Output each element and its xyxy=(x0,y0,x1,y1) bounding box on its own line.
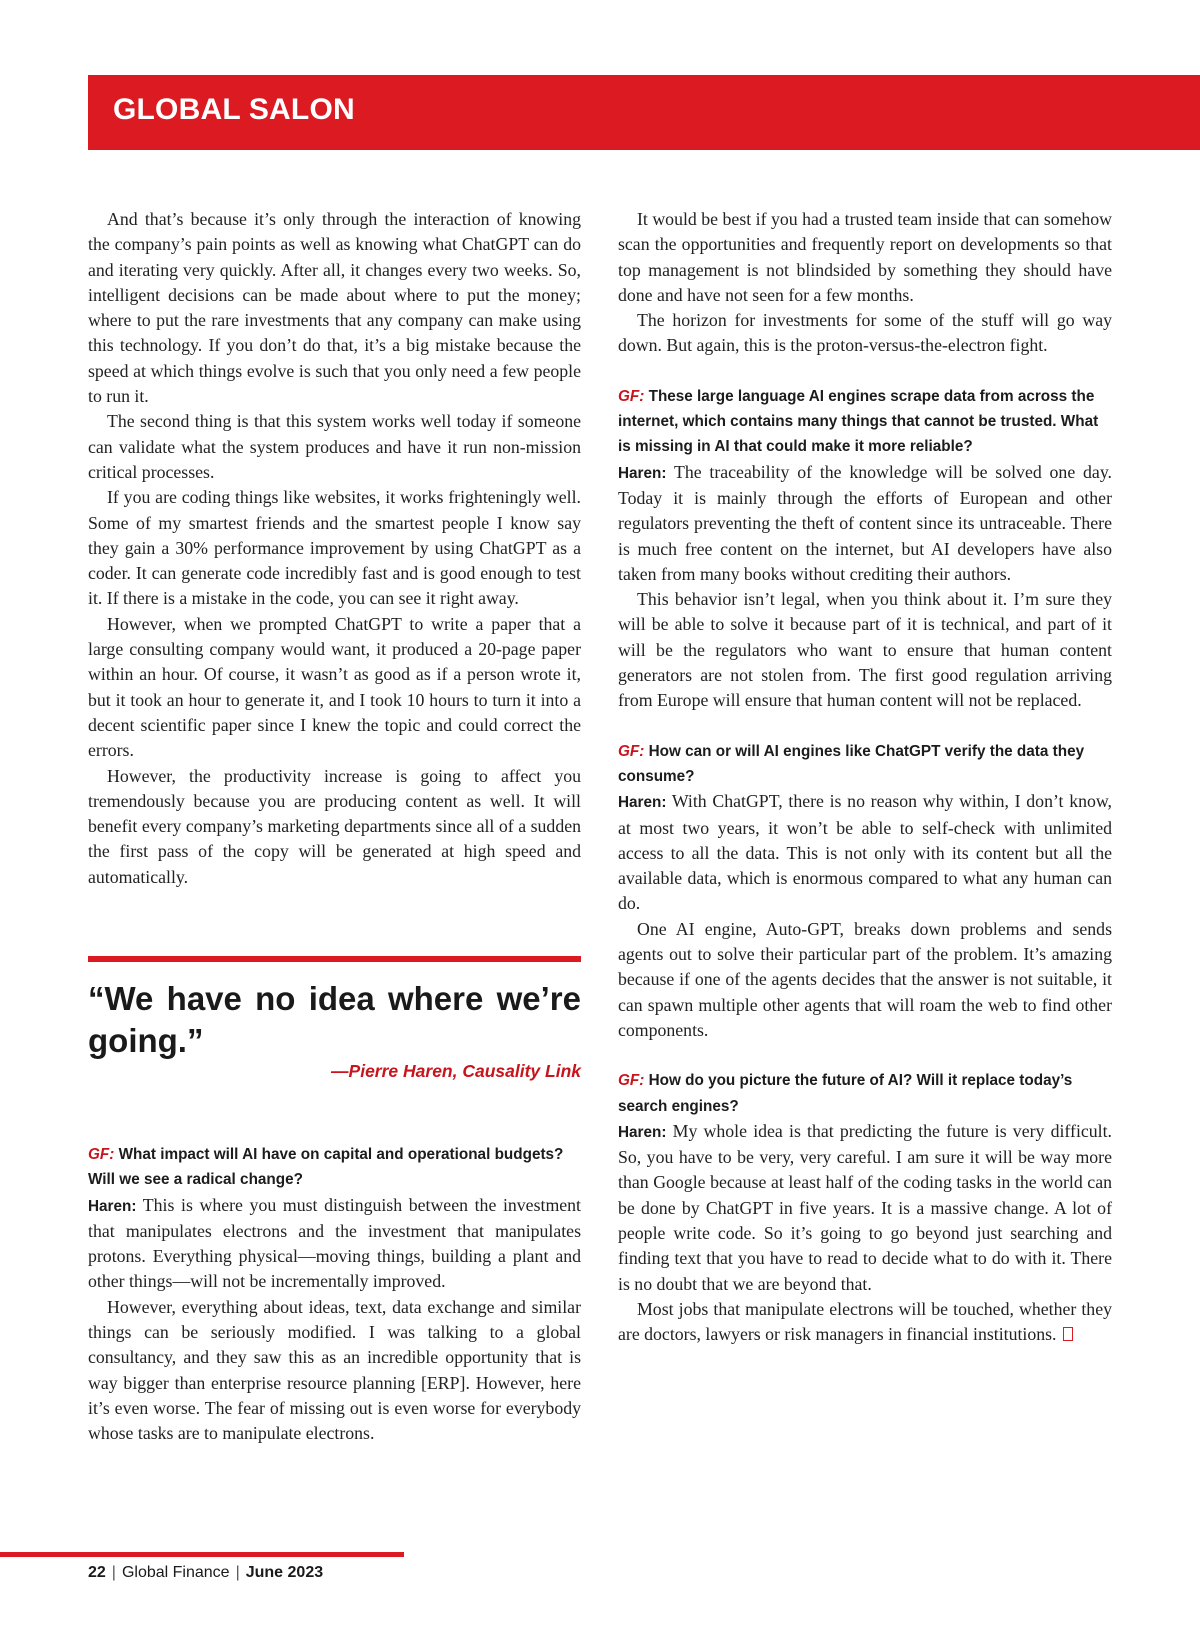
answer-text: The traceability of the knowledge will be solved one day. Today it is mainly through the efforts of European and other regulators preventing the theft of content since its untraceable. There is much free content on the internet, but AI developers have also taken from many books without crediting their authors. xyxy=(618,461,1112,584)
answer-text: This is where you must distinguish between the investment that manipulates electrons and the investment that manipulates protons. Everything physical—moving things, building a plant and other things—will not be incrementally improved. xyxy=(88,1194,581,1292)
answer xyxy=(618,1119,1112,1297)
question-text: These large language AI engines scrape data from across the internet, which contains many things that cannot be trusted. What is missing in AI that could make it more reliable? xyxy=(618,387,1099,456)
body-paragraph: However, when we prompted ChatGPT to write a paper that a large consulting company would want, it produced a 20-page paper within an hour. Of course, it wasn’t as good as if a person wrote it, but it took an hour to generate it, and I took 10 hours to turn it into a decent scientific paper since I knew the topic and could correct the errors. xyxy=(88,613,581,761)
body-paragraph: And that’s because it’s only through the interaction of knowing the company’s pain points as well as knowing what ChatGPT can do and iterating very quickly. After all, it changes every two weeks. So, intelligent decisions can be made about where to put the money; where to put the rare investments that any company can make using this technology. If you don’t do that, it’s a big mistake because the speed at which things evolve is such that you only need a few people to run it. xyxy=(88,209,581,407)
gf-label: GF: xyxy=(618,742,645,760)
answer xyxy=(618,789,1112,916)
section-title: GLOBAL SALON xyxy=(113,93,355,126)
left-column xyxy=(88,207,581,890)
right-column xyxy=(618,207,1112,1347)
answer xyxy=(618,460,1112,587)
page-footer xyxy=(88,1564,323,1582)
body-paragraph: However, the productivity increase is going to affect you tremendously because you are producing content as well. It will benefit every company’s marketing departments since all of a sudden the first pass of the copy will be generated at high speed and automatically. xyxy=(88,765,581,887)
body-paragraph: If you are coding things like websites, it works frighteningly well. Some of my smartest friends and the smartest people I know say they gain a 30% performance improvement by using ChatGPT as a coder. It can generate code incredibly fast and is good enough to test it. If there is a mistake in the code, you can see it right away. xyxy=(88,487,581,609)
body-paragraph: This behavior isn’t legal, when you think about it. I’m sure they will be able to solve it because part of it is technical, and part of it will be the regulators who want to ensure that human content generators are not stolen from. The first good regulation arriving from Europe will ensure that human content will not be replaced. xyxy=(618,589,1112,711)
speaker-label: Haren: xyxy=(618,794,667,812)
closing-text: Most jobs that manipulate electrons will be touched, whether they are doctors, lawyers or risk managers in financial institutions. xyxy=(618,1298,1112,1345)
footer-rule xyxy=(0,1552,404,1557)
spacer xyxy=(618,1043,1112,1068)
pull-quote: “We have no idea where we’re going.” xyxy=(88,980,581,1059)
issue-date: June 2023 xyxy=(245,1564,324,1581)
end-of-article-icon xyxy=(1063,1327,1073,1341)
footer-divider: | xyxy=(111,1564,116,1581)
gf-label: GF: xyxy=(618,1072,645,1090)
speaker-label: Haren: xyxy=(88,1197,137,1215)
pull-quote-attribution: —Pierre Haren, Causality Link xyxy=(331,1061,581,1081)
question xyxy=(618,739,1112,790)
answer-text: My whole idea is that predicting the future is very difficult. So, you have to be very, very careful. I am sure it will be way more than Google because at least half of the coding tasks in the world can be done by ChatGPT in five years. It is a massive change. A lot of people write code. So it’s going to go beyond just searching and finding text that you have to read to decide what to do with it. There is no doubt that we are beyond that. xyxy=(618,1120,1112,1294)
pull-quote-rule xyxy=(88,956,581,962)
body-paragraph: The horizon for investments for some of the stuff will go way down. But again, this is the proton-versus-the-electron fight. xyxy=(618,310,1112,356)
body-paragraph: The second thing is that this system works well today if someone can validate what the system produces and have it run non-mission critical processes. xyxy=(88,411,581,482)
spacer xyxy=(618,714,1112,739)
gf-label: GF: xyxy=(618,387,645,405)
question xyxy=(618,1068,1112,1119)
question-text: How can or will AI engines like ChatGPT verify the data they consume? xyxy=(618,742,1085,785)
page-number: 22 xyxy=(88,1564,106,1581)
speaker-label: Haren: xyxy=(618,1123,667,1141)
footer-divider: | xyxy=(235,1564,240,1581)
section-header-bar xyxy=(88,75,1200,150)
question-text: How do you picture the future of AI? Will it replace today’s search engines? xyxy=(618,1072,1073,1115)
body-paragraph: It would be best if you had a trusted team inside that can somehow scan the opportunities and frequently report on developments so that top management is not blindsided by something they should have done and have not seen for a few months. xyxy=(618,209,1112,305)
answer xyxy=(88,1193,581,1295)
question-text: What impact will AI have on capital and operational budgets? Will we see a radical change? xyxy=(88,1146,564,1189)
publication-name: Global Finance xyxy=(121,1564,230,1581)
body-paragraph: However, everything about ideas, text, data exchange and similar things can be seriously modified. I was talking to a global consultancy, and they saw this as an incredible opportunity that is way bigger than enterprise resource planning [ERP]. However, here it’s even worse. The fear of missing out is even worse for everybody whose tasks are to manipulate electrons. xyxy=(88,1296,581,1444)
speaker-label: Haren: xyxy=(618,464,667,482)
qa-block-capital xyxy=(88,1142,581,1447)
spacer xyxy=(618,359,1112,384)
gf-label: GF: xyxy=(88,1146,115,1163)
question xyxy=(88,1142,581,1193)
question xyxy=(618,384,1112,460)
body-paragraph xyxy=(618,1297,1112,1348)
answer-text: With ChatGPT, there is no reason why within, I don’t know, at most two years, it won’t be able to self-check with unlimited access to all the data. This is not only with its content but all the available data, which is enormous compared to what any human can do. xyxy=(618,791,1112,914)
body-paragraph: One AI engine, Auto-GPT, breaks down problems and sends agents out to solve their particular part of the problem. It’s amazing because if one of the agents decides that the answer is not suitable, it can spawn multiple other agents that will roam the web to find other components. xyxy=(618,918,1112,1040)
